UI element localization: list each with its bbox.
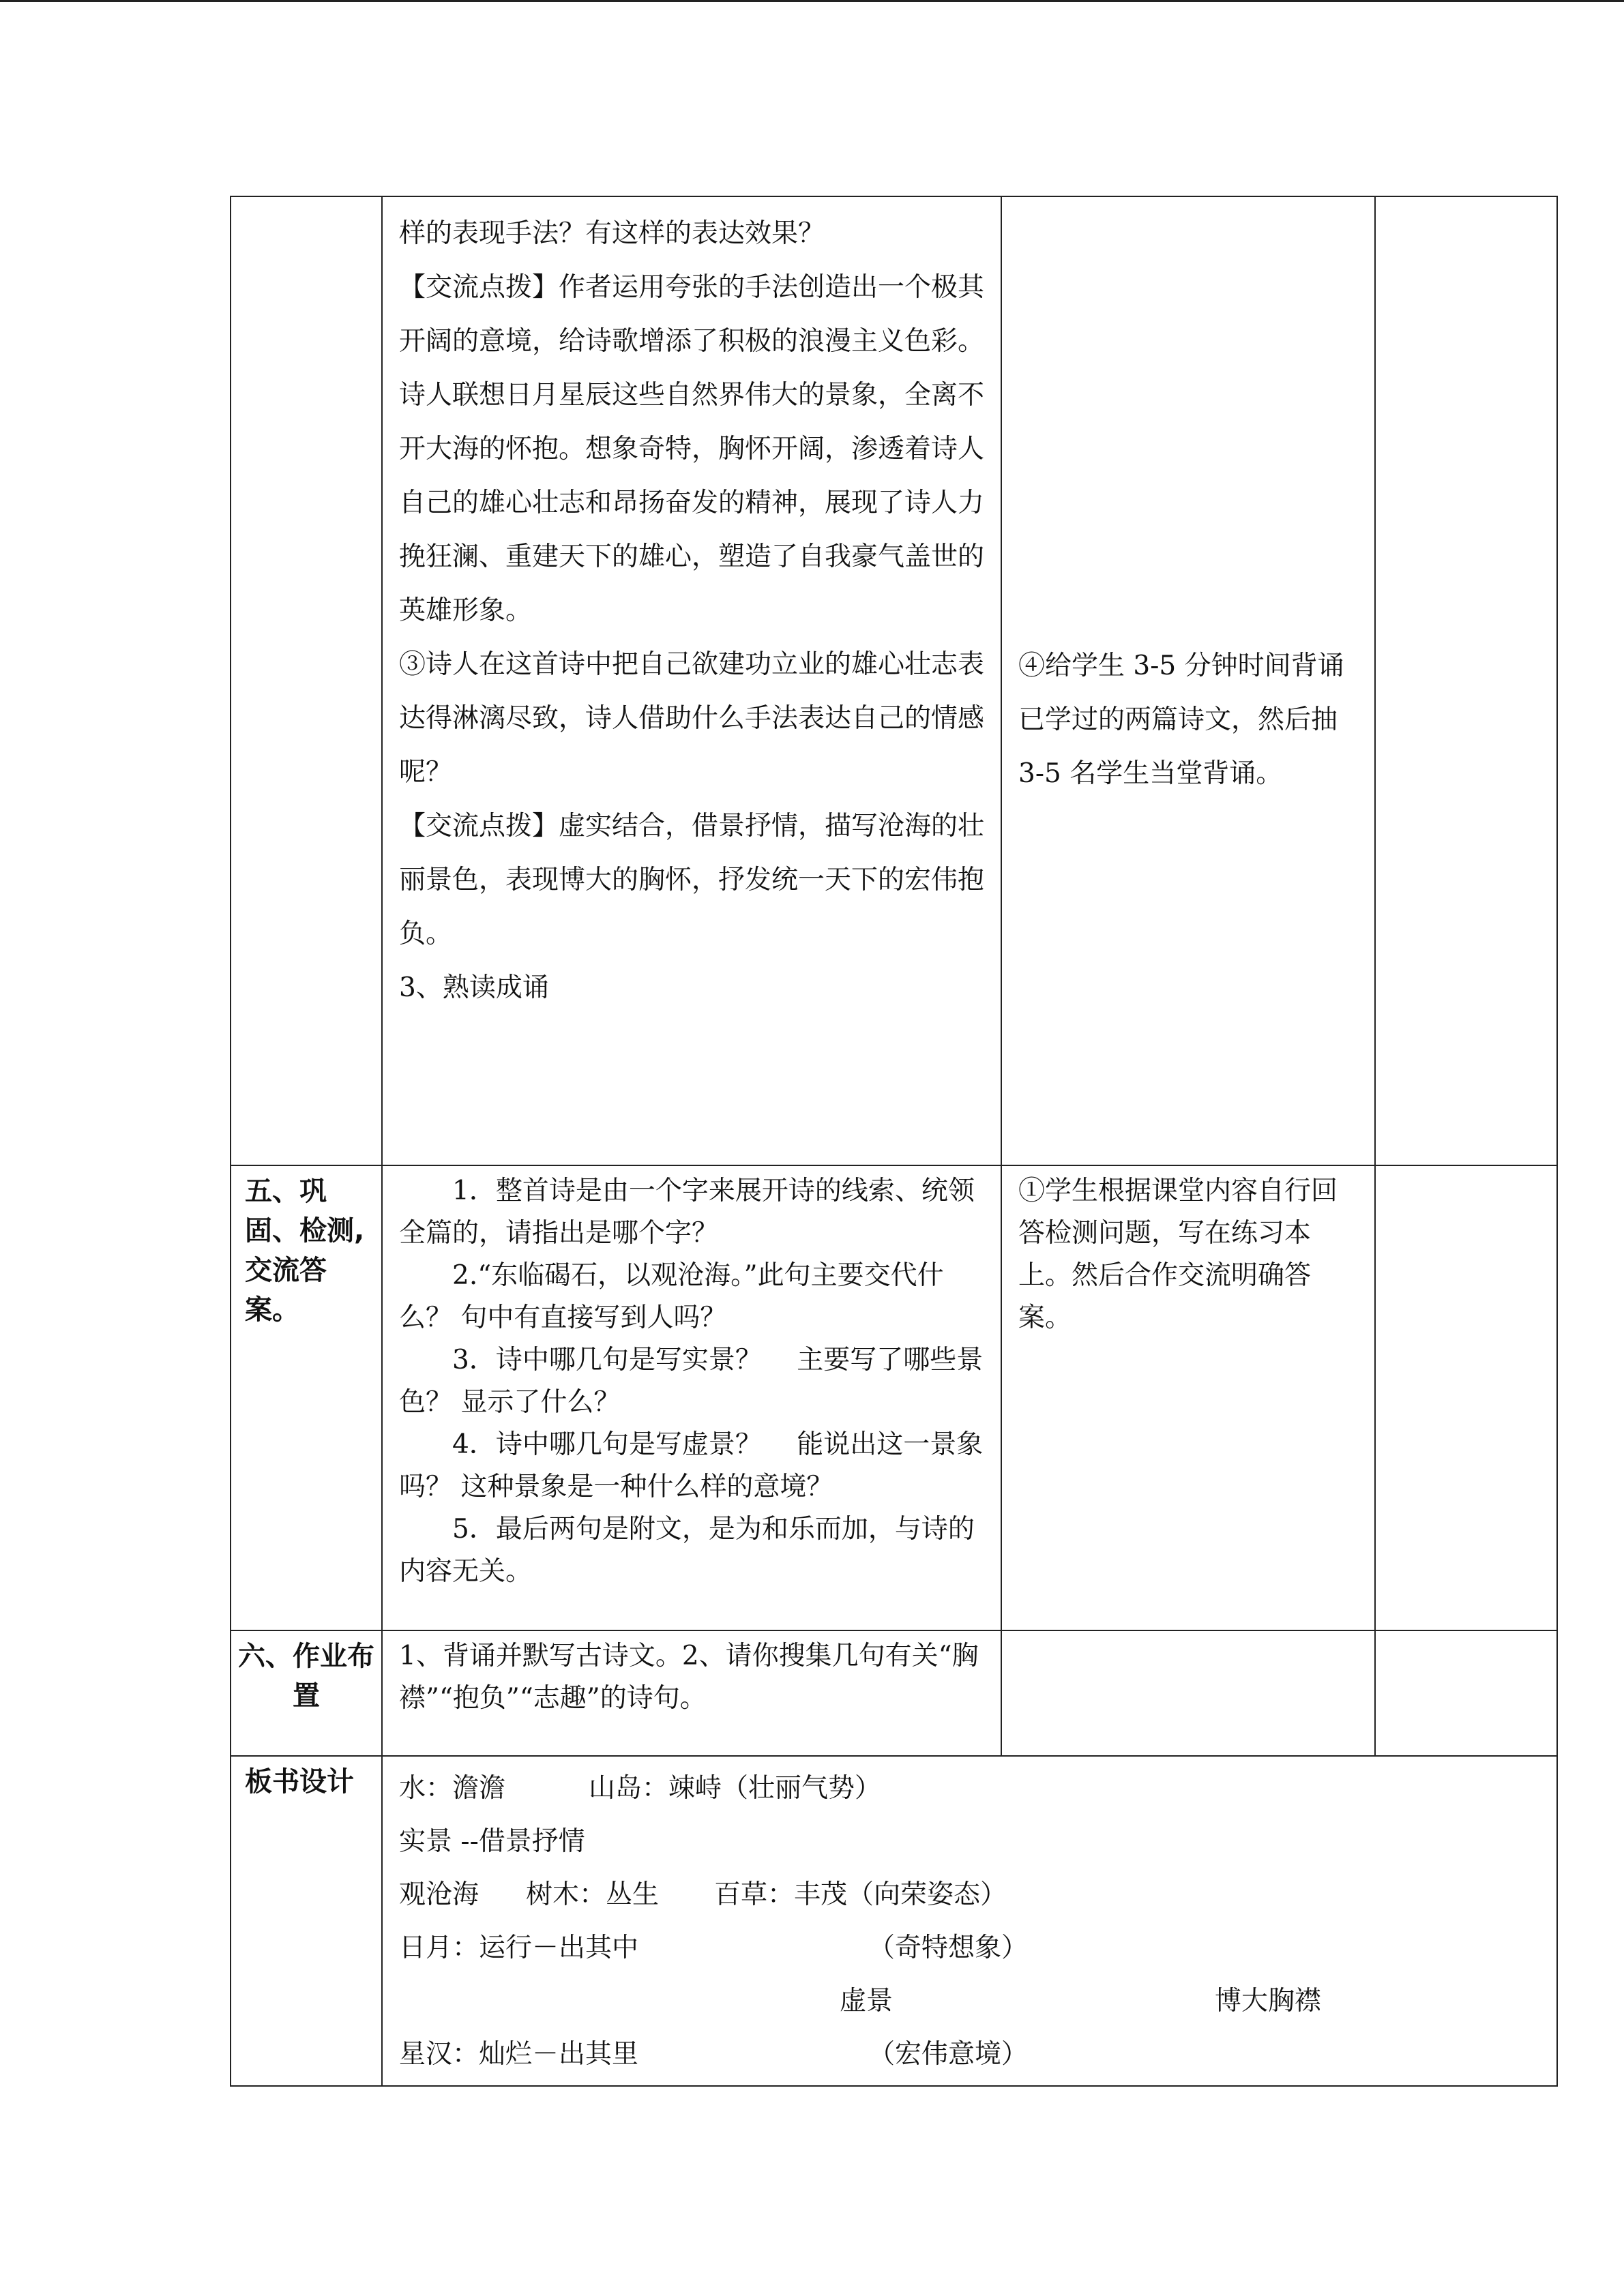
question-item: 5．最后两句是附文，是为和乐而加，与诗的内容无关。 — [399, 1514, 975, 1587]
step-label: 五、巩固、检测,交流答案。 — [245, 1176, 365, 1326]
board-text: 实景 --借景抒情 — [399, 1826, 585, 1857]
teacher-activity-cell — [382, 1165, 1001, 1630]
teacher-activity-cell — [382, 196, 1001, 1165]
table-row — [231, 1630, 1557, 1756]
page-top-border — [0, 0, 1624, 2]
board-design-cell — [382, 1756, 1557, 2086]
board-text: 博大胸襟 — [1215, 1986, 1322, 2016]
board-line — [399, 1762, 1540, 1815]
board-text: 水：澹澹 — [399, 1773, 506, 1804]
table-row — [231, 1165, 1557, 1630]
board-line — [399, 1922, 1540, 1975]
student-activity-text: ④给学生 3-5 分钟时间背诵已学过的两篇诗文，然后抽 3-5 名学生当堂背诵。 — [1018, 651, 1344, 789]
board-text: 百草：丰茂（向荣姿态） — [714, 1879, 1007, 1910]
board-line — [399, 1975, 1540, 2028]
board-text: 日月：运行－出其中 — [399, 1933, 639, 1963]
question-item: 3．诗中哪几句是写实景？ 主要写了哪些景色？ 显示了什么？ — [399, 1345, 984, 1418]
board-line — [399, 2028, 1540, 2081]
step-label-cell — [231, 196, 382, 1165]
step-label: 六、作业布置 — [238, 1641, 374, 1712]
table-row — [231, 1756, 1557, 2086]
student-activity-text: ①学生根据课堂内容自行回答检测问题，写在练习本上。然后合作交流明确答案。 — [1018, 1176, 1338, 1333]
homework-cell — [382, 1630, 1001, 1756]
notes-cell — [1375, 1630, 1557, 1756]
step-label-cell — [231, 1630, 382, 1756]
board-text: 树木：丛生 — [526, 1879, 660, 1910]
notes-cell — [1375, 1165, 1557, 1630]
step-label-cell — [231, 1756, 382, 2086]
table-row — [231, 196, 1557, 1165]
paragraph: 3、熟读成诵 — [399, 972, 549, 1003]
student-activity-cell — [1001, 1165, 1375, 1630]
paragraph: 【交流点拨】作者运用夸张的手法创造出一个极其开阔的意境，给诗歌增添了积极的浪漫主义色彩。诗人联想日月星辰这些自然界伟大的景象，全离不开大海的怀抱。想象奇特，胸怀开阔，渗透着诗人自己的雄心壮志和昂扬奋发的精神，展现了诗人力挽狂澜、重建天下的雄心，塑造了自我豪气盖世的英雄形象。 — [399, 272, 985, 626]
student-activity-cell — [1001, 196, 1375, 1165]
homework-text: 1、背诵并默写古诗文。2、请你搜集几句有关“胸襟”“抱负”“志趣”的诗句。 — [399, 1641, 979, 1714]
board-text: （奇特想象） — [868, 1933, 1029, 1963]
student-activity-cell — [1001, 1630, 1375, 1756]
lesson-plan-table — [230, 196, 1558, 2087]
board-text: 星汉：灿烂－出其里 — [399, 2039, 639, 2070]
board-line — [399, 1815, 1540, 1868]
paragraph: 样的表现手法？有这样的表达效果？ — [399, 218, 825, 249]
board-line — [399, 1868, 1540, 1922]
paragraph: 【交流点拨】虚实结合，借景抒情，描写沧海的壮丽景色，表现博大的胸怀，抒发统一天下的宏伟抱负。 — [399, 811, 985, 949]
board-text: 虚景 — [840, 1986, 894, 2016]
step-label-cell — [231, 1165, 382, 1630]
board-text: （宏伟意境） — [868, 2039, 1029, 2070]
step-label: 板书设计 — [245, 1766, 354, 1798]
board-text: 观沧海 — [399, 1879, 479, 1910]
notes-cell — [1375, 196, 1557, 1165]
board-text: 山岛：竦峙（壮丽气势） — [589, 1773, 882, 1804]
paragraph: ③诗人在这首诗中把自己欲建功立业的雄心壮志表达得淋漓尽致，诗人借助什么手法表达自己的情感呢？ — [399, 649, 985, 788]
question-item: 4．诗中哪几句是写虚景？ 能说出这一景象吗？ 这种景象是一种什么样的意境？ — [399, 1429, 984, 1502]
question-item: 2.“东临碣石，以观沧海。”此句主要交代什么？ 句中有直接写到人吗？ — [399, 1260, 944, 1333]
question-item: 1．整首诗是由一个字来展开诗的线索、统领全篇的，请指出是哪个字？ — [399, 1176, 975, 1249]
